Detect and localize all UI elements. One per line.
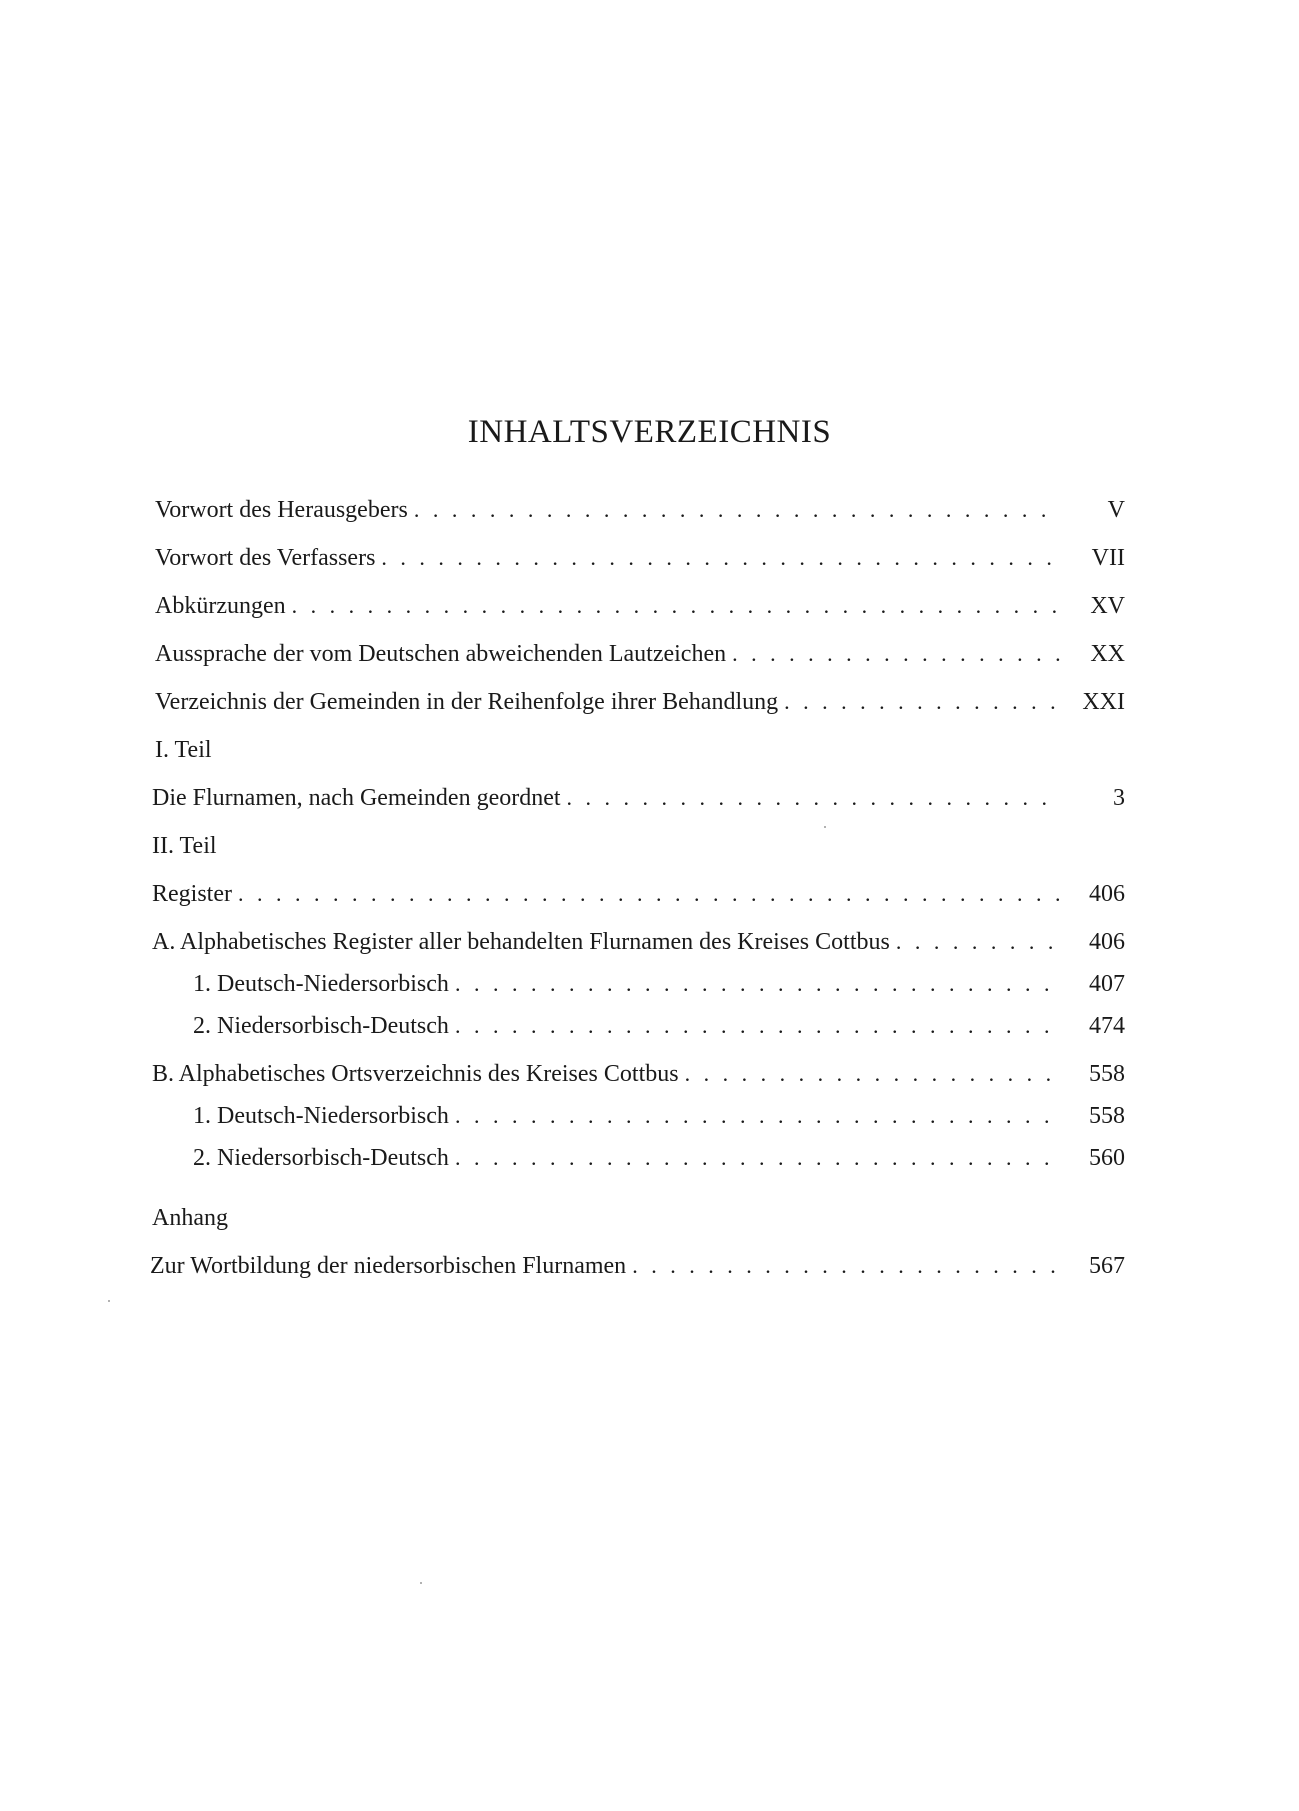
toc-entry-label: Register	[152, 881, 232, 907]
toc-entry[interactable]	[150, 1251, 1125, 1281]
toc-entry-page: 474	[1089, 1013, 1125, 1039]
toc-entry-page: 558	[1089, 1061, 1125, 1087]
toc-entry[interactable]	[155, 591, 1125, 621]
toc-entry-page: V	[1107, 497, 1125, 523]
toc-entry-label: 2. Niedersorbisch-Deutsch	[193, 1013, 449, 1039]
scan-speck	[824, 826, 826, 828]
toc-entry-label: Die Flurnamen, nach Gemeinden geordnet	[152, 785, 561, 811]
toc-entry-label: Abkürzungen	[155, 593, 286, 619]
dot-leader	[455, 1011, 1061, 1041]
toc-entry-page: 3	[1113, 785, 1125, 811]
toc-entry-label: B. Alphabetisches Ortsverzeichnis des Kreises Cottbus	[152, 1061, 679, 1087]
toc-entry[interactable]	[152, 927, 1125, 957]
toc-entry[interactable]	[193, 1101, 1125, 1131]
toc-entry-page: 567	[1089, 1253, 1125, 1279]
dot-leader	[292, 591, 1061, 621]
toc-entry[interactable]	[155, 687, 1125, 717]
dot-leader	[784, 687, 1061, 717]
toc-entry-label: Aussprache der vom Deutschen abweichenden Lautzeichen	[155, 641, 727, 667]
toc-entry[interactable]	[152, 783, 1125, 813]
toc-entry-page: 558	[1089, 1103, 1125, 1129]
appendix-heading: Anhang	[152, 1205, 228, 1231]
toc-entry-page: XXI	[1082, 689, 1125, 715]
toc-entry[interactable]	[193, 1011, 1125, 1041]
toc-entry-page: XV	[1090, 593, 1125, 619]
toc-entry[interactable]	[152, 1059, 1125, 1089]
dot-leader	[455, 1101, 1061, 1131]
scan-speck	[420, 1582, 422, 1584]
toc-entry-page: 407	[1089, 971, 1125, 997]
toc-entry-label: Verzeichnis der Gemeinden in der Reihenfolge ihrer Behandlung	[155, 689, 779, 715]
toc-entry-page: 560	[1089, 1145, 1125, 1171]
dot-leader	[896, 927, 1061, 957]
dot-leader	[567, 783, 1061, 813]
toc-entry-label: 1. Deutsch-Niedersorbisch	[193, 1103, 449, 1129]
dot-leader	[238, 879, 1061, 909]
toc-entry[interactable]	[193, 1143, 1125, 1173]
dot-leader	[732, 639, 1061, 669]
dot-leader	[381, 543, 1061, 573]
toc-entry-label: Vorwort des Verfassers	[155, 545, 376, 571]
part-heading: II. Teil	[152, 833, 217, 859]
toc-entry[interactable]	[152, 879, 1125, 909]
toc-entry[interactable]	[193, 969, 1125, 999]
part-heading: I. Teil	[155, 737, 212, 763]
scan-speck	[108, 1300, 110, 1302]
toc-entry-label: A. Alphabetisches Register aller behandelten Flurnamen des Kreises Cottbus	[152, 929, 890, 955]
toc-entry-page: XX	[1090, 641, 1125, 667]
page-title: INHALTSVERZEICHNIS	[467, 414, 832, 450]
toc-entry-label: Zur Wortbildung der niedersorbischen Flurnamen	[150, 1253, 627, 1279]
dot-leader	[455, 1143, 1061, 1173]
toc-entry-label: 1. Deutsch-Niedersorbisch	[193, 971, 449, 997]
toc-entry-page: VII	[1091, 545, 1125, 571]
dot-leader	[414, 495, 1061, 525]
dot-leader	[685, 1059, 1061, 1089]
toc-entry-label: Vorwort des Herausgebers	[155, 497, 408, 523]
dot-leader	[455, 969, 1061, 999]
toc-entry[interactable]	[155, 543, 1125, 573]
toc-entry-page: 406	[1089, 929, 1125, 955]
toc-entry-label: 2. Niedersorbisch-Deutsch	[193, 1145, 449, 1171]
toc-entry[interactable]	[155, 495, 1125, 525]
toc-entry[interactable]	[155, 639, 1125, 669]
toc-entry-page: 406	[1089, 881, 1125, 907]
dot-leader	[632, 1251, 1061, 1281]
